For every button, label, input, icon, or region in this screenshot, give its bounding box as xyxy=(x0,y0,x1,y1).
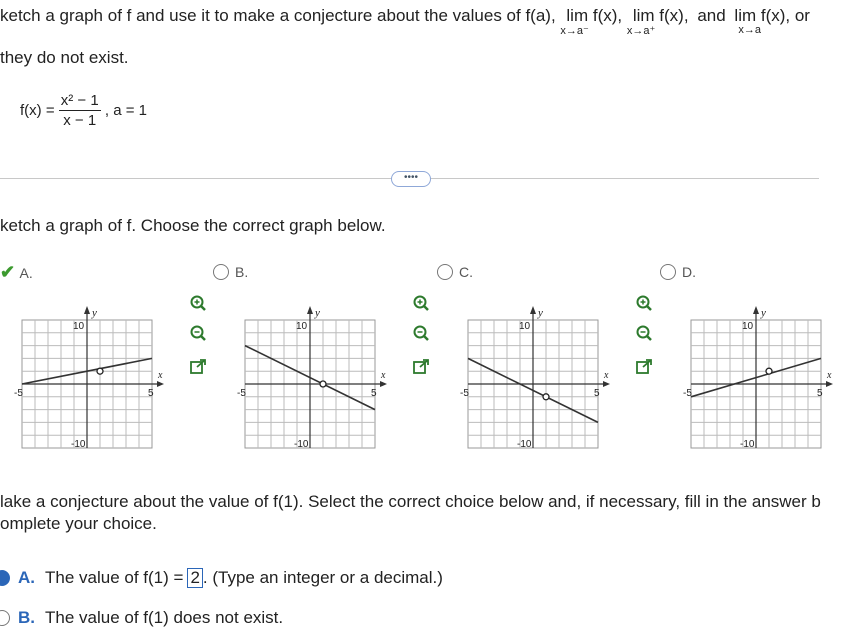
fraction-numerator: x² − 1 xyxy=(60,92,99,109)
y-axis-label: y xyxy=(315,307,320,319)
zoom-out-icon[interactable] xyxy=(410,322,432,344)
question-intro-text: ketch a graph of f and use it to make a conjecture about the values of f(a), xyxy=(0,6,556,25)
choice-b[interactable] xyxy=(0,608,283,628)
tick-label-y-bottom: -10 xyxy=(71,439,86,450)
x-axis-arrow xyxy=(603,381,610,387)
option-c-letter: C. xyxy=(459,264,473,280)
tick-label-y-top: 10 xyxy=(519,321,531,332)
x-axis-arrow xyxy=(157,381,164,387)
limit-right xyxy=(626,6,689,37)
limit-right-text: lim f(x), xyxy=(632,6,689,25)
tick-label-y-bottom: -10 xyxy=(517,439,532,450)
y-axis-arrow xyxy=(84,306,90,314)
x-axis-label: x xyxy=(158,370,163,381)
option-c-selector[interactable] xyxy=(437,264,473,280)
function-label: f(x) = xyxy=(20,102,55,119)
tick-label-y-bottom: -10 xyxy=(740,439,755,450)
zoom-in-icon[interactable] xyxy=(187,292,209,314)
option-b-radio[interactable] xyxy=(213,264,229,280)
function-definition xyxy=(20,92,147,129)
hole-point xyxy=(97,368,103,374)
graph-a xyxy=(12,290,172,460)
zoom-out-icon[interactable] xyxy=(187,322,209,344)
y-axis-label: y xyxy=(92,307,97,319)
choice-a-letter: A. xyxy=(18,568,35,587)
option-d-selector[interactable] xyxy=(660,264,696,280)
choice-a-radio[interactable] xyxy=(0,570,10,586)
part2-prompt-line1: lake a conjecture about the value of f(1). Select the correct choice below and, if necessary, fill in the answer b xyxy=(0,492,821,511)
part2-prompt-line2: omplete your choice. xyxy=(0,514,157,533)
function-fraction xyxy=(59,92,101,129)
option-c-radio[interactable] xyxy=(437,264,453,280)
a-value: , a = 1 xyxy=(104,102,147,119)
tick-label-x-right: 5 xyxy=(371,388,377,399)
choice-b-letter: B. xyxy=(18,608,35,627)
zoom-out-icon[interactable] xyxy=(633,322,655,344)
tick-label-x-left: -5 xyxy=(237,388,246,399)
question-intro xyxy=(0,6,810,37)
hole-point xyxy=(320,381,326,387)
tick-label-x-left: -5 xyxy=(683,388,692,399)
tools-b xyxy=(410,292,432,378)
option-a-selector[interactable] xyxy=(0,262,33,283)
limit-left xyxy=(560,6,623,37)
limit-right-sub: x→a⁺ xyxy=(626,25,656,37)
tick-label-x-right: 5 xyxy=(148,388,154,399)
dne-line: they do not exist. xyxy=(0,48,129,67)
fraction-denominator: x − 1 xyxy=(63,112,97,129)
tools-c xyxy=(633,292,655,378)
y-axis-label: y xyxy=(538,307,543,319)
x-axis-label: x xyxy=(604,370,609,381)
popout-icon[interactable] xyxy=(633,356,655,378)
limit-both-text: lim f(x), or xyxy=(734,6,810,25)
check-icon: ✔ xyxy=(0,262,16,282)
graph-b xyxy=(235,290,395,460)
tick-label-x-left: -5 xyxy=(14,388,23,399)
limit-left-sub: x→a⁻ xyxy=(560,25,589,37)
tick-label-x-right: 5 xyxy=(817,388,823,399)
answer-input[interactable]: 2 xyxy=(187,568,202,588)
option-b-letter: B. xyxy=(235,264,249,280)
option-d-letter: D. xyxy=(682,264,696,280)
y-axis-label: y xyxy=(761,307,766,319)
zoom-in-icon[interactable] xyxy=(633,292,655,314)
tick-label-y-top: 10 xyxy=(742,321,754,332)
choice-b-text: The value of f(1) does not exist. xyxy=(45,608,284,627)
more-button[interactable]: •••• xyxy=(391,171,431,187)
tick-label-x-right: 5 xyxy=(594,388,600,399)
hole-point xyxy=(543,394,549,400)
graph-c xyxy=(458,290,618,460)
graph-d xyxy=(681,290,841,460)
choice-a[interactable] xyxy=(0,568,443,588)
tick-label-x-left: -5 xyxy=(460,388,469,399)
y-axis-arrow xyxy=(307,306,313,314)
and-word: and xyxy=(697,6,726,25)
option-b-selector[interactable] xyxy=(213,264,248,280)
zoom-in-icon[interactable] xyxy=(410,292,432,314)
choice-a-text: The value of f(1) = xyxy=(45,568,184,587)
limit-left-text: lim f(x), xyxy=(566,6,623,25)
part1-prompt: ketch a graph of f. Choose the correct graph below. xyxy=(0,216,386,235)
x-axis-label: x xyxy=(381,370,386,381)
y-axis-arrow xyxy=(530,306,536,314)
choice-a-hint: . (Type an integer or a decimal.) xyxy=(202,568,443,587)
y-axis-arrow xyxy=(753,306,759,314)
hole-point xyxy=(766,368,772,374)
popout-icon[interactable] xyxy=(187,356,209,378)
limit-both-sub: x→a xyxy=(738,24,762,36)
tick-label-y-bottom: -10 xyxy=(294,439,309,450)
x-axis-label: x xyxy=(827,370,832,381)
popout-icon[interactable] xyxy=(410,356,432,378)
choice-b-radio[interactable] xyxy=(0,610,10,626)
option-d-radio[interactable] xyxy=(660,264,676,280)
tick-label-y-top: 10 xyxy=(296,321,308,332)
option-a-letter: A. xyxy=(19,265,33,281)
limit-both xyxy=(734,6,810,36)
x-axis-arrow xyxy=(826,381,833,387)
tick-label-y-top: 10 xyxy=(73,321,85,332)
x-axis-arrow xyxy=(380,381,387,387)
tools-a xyxy=(187,292,209,378)
